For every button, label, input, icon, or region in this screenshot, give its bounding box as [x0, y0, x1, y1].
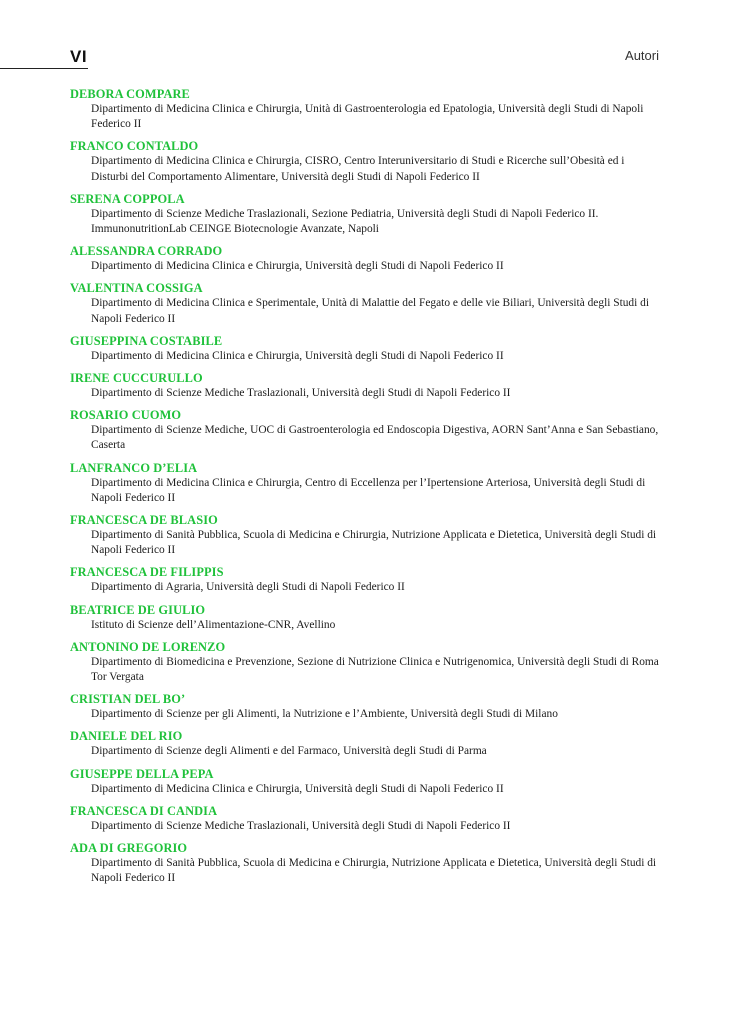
author-entry	[70, 333, 662, 364]
author-affiliation: Dipartimento di Medicina Clinica e Chirurgia, CISRO, Centro Interuniversitario di Studi e Ricerche sull’Obesità ed i Disturbi del Comportamento Alimentare, Università degli Studi di Napoli Federico II	[91, 155, 625, 183]
author-affiliation: Dipartimento di Biomedicina e Prevenzione, Sezione di Nutrizione Clinica e Nutrigenomica, Università degli Studi di Roma Tor Vergata	[91, 655, 659, 684]
author-name: SERENA COPPOLA	[70, 191, 185, 206]
page-header	[0, 0, 730, 70]
author-entry	[70, 766, 662, 797]
author-name: DEBORA COMPARE	[70, 87, 190, 101]
author-name: DANIELE DEL RIO	[70, 729, 183, 744]
author-affiliation: Dipartimento di Scienze Mediche, UOC di Gastroenterologia ed Endoscopia Digestiva, AORN Sant’Anna e San Sebastiano, Caserta	[91, 424, 659, 452]
author-entry	[70, 840, 662, 886]
author-name: ADA DI GREGORIO	[70, 841, 188, 856]
author-entry	[70, 803, 662, 834]
author-entry	[70, 280, 662, 326]
author-name: FRANCESCA DE FILIPPIS	[70, 565, 224, 580]
author-name: IRENE CUCCURULLO	[70, 371, 203, 386]
author-affiliation: Dipartimento di Medicina Clinica e Chirurgia, Università degli Studi di Napoli Federico II	[91, 349, 504, 362]
author-name: GIUSEPPE DELLA PEPA	[70, 766, 214, 781]
section-title: Autori	[625, 48, 659, 63]
author-entry	[70, 512, 662, 558]
author-entry	[70, 460, 662, 506]
author-name: ANTONINO DE LORENZO	[70, 639, 226, 654]
author-entry	[70, 191, 662, 237]
author-affiliation: Dipartimento di Scienze degli Alimenti e del Farmaco, Università degli Studi di Parma	[91, 745, 487, 758]
page-number: VI	[70, 47, 88, 66]
author-name: ALESSANDRA CORRADO	[70, 244, 223, 259]
author-entry	[70, 564, 662, 595]
author-affiliation: Dipartimento di Scienze Mediche Traslazionali, Università degli Studi di Napoli Federico II	[91, 387, 511, 400]
author-affiliation: Dipartimento di Scienze Mediche Traslazionali, Sezione Pediatria, Università degli Studi di Napoli Federico II. ImmunonutritionLab CEINGE Biotecnologie Avanzate, Napoli	[91, 207, 599, 236]
author-affiliation: Istituto di Scienze dell’Alimentazione-CNR, Avellino	[91, 618, 336, 631]
author-entry	[70, 602, 662, 633]
header-rule	[0, 68, 88, 69]
author-entry	[70, 639, 662, 685]
author-entry	[70, 243, 662, 274]
author-name: FRANCO CONTALDO	[70, 139, 199, 154]
author-list	[70, 86, 662, 892]
author-entry	[70, 728, 662, 759]
author-name: FRANCESCA DE BLASIO	[70, 513, 218, 528]
author-affiliation: Dipartimento di Scienze per gli Alimenti, la Nutrizione e l’Ambiente, Università degli Studi di Milano	[91, 708, 558, 721]
author-affiliation: Dipartimento di Sanità Pubblica, Scuola di Medicina e Chirurgia, Nutrizione Applicata e Dietetica, Università degli Studi di Napoli Federico II	[91, 857, 657, 885]
author-name: BEATRICE DE GIULIO	[70, 602, 206, 617]
author-affiliation: Dipartimento di Medicina Clinica e Sperimentale, Unità di Malattie del Fegato e delle vie Biliari, Università degli Studi di Napoli Federico II	[91, 297, 650, 325]
author-entry	[70, 407, 662, 453]
author-entry	[70, 691, 662, 722]
author-name: LANFRANCO D’ELIA	[70, 460, 198, 475]
author-entry	[70, 370, 662, 401]
author-name: ROSARIO CUOMO	[70, 408, 182, 423]
author-entry	[70, 86, 662, 132]
author-name: CRISTIAN DEL BO’	[70, 692, 186, 707]
author-affiliation: Dipartimento di Scienze Mediche Traslazionali, Università degli Studi di Napoli Federico II	[91, 819, 511, 832]
author-affiliation: Dipartimento di Medicina Clinica e Chirurgia, Università degli Studi di Napoli Federico II	[91, 260, 504, 273]
author-affiliation: Dipartimento di Medicina Clinica e Chirurgia, Università degli Studi di Napoli Federico II	[91, 782, 504, 795]
author-affiliation: Dipartimento di Medicina Clinica e Chirurgia, Centro di Eccellenza per l’Ipertensione Arteriosa, Università degli Studi di Napoli Federico II	[91, 476, 646, 504]
author-name: GIUSEPPINA COSTABILE	[70, 333, 223, 348]
author-affiliation: Dipartimento di Sanità Pubblica, Scuola di Medicina e Chirurgia, Nutrizione Applicata e Dietetica, Università degli Studi di Napoli Federico II	[91, 529, 657, 557]
author-affiliation: Dipartimento di Medicina Clinica e Chirurgia, Unità di Gastroenterologia ed Epatologia, Università degli Studi di Napoli Federico II	[91, 103, 644, 131]
author-entry	[70, 138, 662, 184]
author-affiliation: Dipartimento di Agraria, Università degli Studi di Napoli Federico II	[91, 581, 405, 594]
author-name: FRANCESCA DI CANDIA	[70, 803, 218, 818]
author-name: VALENTINA COSSIGA	[70, 281, 203, 296]
